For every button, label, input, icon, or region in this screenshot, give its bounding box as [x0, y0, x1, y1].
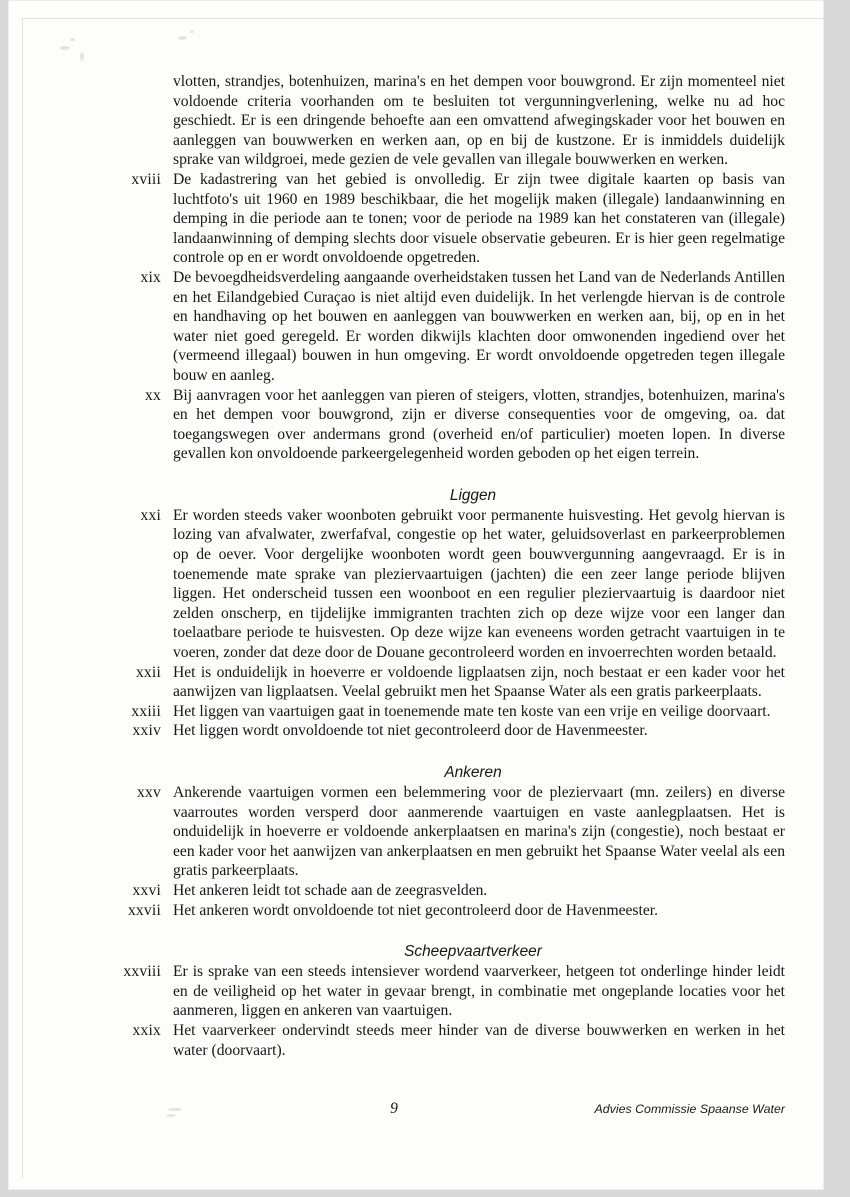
paragraph-text: Het is onduidelijk in hoeverre er voldoende ligplaatsen zijn, noch bestaat er een kader voor het aanwijzen van ligplaatsen. Veelal gebruikt men het Spaanse Water als een gratis parkeerplaats.	[173, 663, 785, 701]
spacer	[113, 464, 785, 486]
paragraph-numeral: xxiii	[131, 702, 161, 720]
paragraph-numeral: xxvii	[127, 901, 161, 919]
numbered-paragraph	[113, 72, 785, 170]
numbered-paragraph	[113, 506, 785, 663]
footer-credit: Advies Commissie Spaanse Water	[594, 1102, 785, 1116]
scan-speckle	[178, 36, 187, 40]
paragraph-text: Het liggen wordt onvoldoende tot niet gecontroleerd door de Havenmeester.	[173, 722, 648, 740]
paragraph-numeral: xxii	[135, 663, 161, 681]
numbered-paragraph	[113, 783, 785, 881]
section-heading: Scheepvaartverkeer	[404, 943, 542, 961]
paragraph-text: Het ankeren wordt onvoldoende tot niet gecontroleerd door de Havenmeester.	[173, 901, 658, 919]
scan-speckle	[60, 46, 70, 50]
spacer	[113, 920, 785, 942]
paragraph-text: Bij aanvragen voor het aanleggen van pieren of steigers, vlotten, strandjes, botenhuizen, marina's en het dempen voor bouwgrond, zijn er diverse consequenties voor de omgeving, oa. dat toegangswegen over andermans grond (overheid en/of particulier) moeten lopen. In diverse gevallen kon onvoldoende parkeergelegenheid worden geboden op het eigen terrein.	[173, 386, 785, 463]
paragraph-text: Er is sprake van een steeds intensiever wordend vaarverkeer, hetgeen tot onderlinge hinder leidt en de veiligheid op het water in gevaar brengt, in combinatie met ongeplande locaties voor het aanmeren, liggen en ankeren van vaartuigen.	[173, 963, 785, 1020]
paragraph-text: Het vaarverkeer ondervindt steeds meer hinder van de diverse bouwwerken en werken in het water (doorvaart).	[173, 1021, 785, 1059]
paragraph-text: De bevoegdheidsverdeling aangaande overheidstaken tussen het Land van de Nederlands Antillen en het Eilandgebied Curaçao is niet altijd even duidelijk. In het verlengde hiervan is de controle en handhaving op het bouwen en aanleggen van bouwwerken en werken aan, bij, op en in het water niet goed geregeld. Er worden dikwijls klachten door omwonenden ingediend over het (vermeend illegaal) bouwen in hun omgeving. Er wordt onvoldoende opgetreden tegen illegale bouw en aanleg.	[173, 268, 785, 384]
section-heading: Ankeren	[444, 764, 502, 781]
paragraph-text: Het liggen van vaartuigen gaat in toenemende mate ten koste van een vrije en veilige doorvaart.	[173, 702, 771, 720]
document-body	[113, 72, 785, 1060]
paragraph-text: De kadastrering van het gebied is onvolledig. Er zijn twee digitale kaarten op basis van luchtfoto's uit 1960 en 1989 beschikbaar, die het mogelijk maken (illegale) landaanwinning en demping in die periode aan te tonen; voor de periode na 1989 kan het constateren van (illegale) landaanwinning of demping slechts door visuele observatie gebeuren. Er is hier geen regelmatige controle op en er wordt onvoldoende opgetreden.	[173, 170, 785, 267]
numbered-paragraph	[113, 721, 785, 741]
numbered-paragraph	[113, 663, 785, 702]
scanned-page	[8, 0, 824, 1190]
paragraph-numeral: xxiv	[132, 722, 161, 740]
paragraph-text: Er worden steeds vaker woonboten gebruikt voor permanente huisvesting. Het gevolg hiervan is lozing van afvalwater, zwerfafval, congestie op het water, geluidsoverlast en parkeerproblemen op de oever. Voor dergelijke woonboten wordt geen bouwvergunning aangevraagd. Er is in toenemende mate sprake van pleziervaartuigen (jachten) die een zeer lange periode blijven liggen. Het onderscheid tussen een woonboot en een regulier pleziervaartuig is daardoor niet zelden onscherp, en tijdelijke immigranten trachten zich op deze wijze voor een langer dan toelaatbare periode te huisvesten. Op deze wijze kan eveneens worden getracht vaartuigen in te voeren, zonder dat deze door de Douane gecontroleerd worden en invoerrechten worden betaald.	[173, 506, 785, 662]
spacer	[113, 741, 785, 763]
page-number: 9	[390, 1100, 398, 1117]
paragraph-numeral: xxv	[137, 784, 161, 801]
paragraph-numeral: xxviii	[123, 963, 161, 981]
paragraph-text: Het ankeren leidt tot schade aan de zeegrasvelden.	[173, 881, 488, 899]
page-footer	[113, 1100, 785, 1122]
scan-speckle	[190, 30, 194, 33]
paragraph-numeral: xix	[140, 268, 161, 286]
numbered-paragraph	[113, 901, 785, 921]
scan-speckle	[70, 38, 75, 41]
scan-speckle	[80, 52, 84, 61]
paragraph-text: vlotten, strandjes, botenhuizen, marina's en het dempen voor bouwgrond. Er zijn momenteel niet voldoende criteria voorhanden om te besluiten tot vergunningverlening, welke nu ad hoc geschiedt. Er is een dringende behoefte aan een omvattend afwegingskader voor het bouwen en aanleggen van bouwwerken en werken aan, op en bij de kustzone. Er is inmiddels duidelijk sprake van wildgroei, mede gezien de vele gevallen van illegale bouwwerken en werken.	[173, 73, 785, 169]
paragraph-text: Ankerende vaartuigen vormen een belemmering voor de pleziervaart (mn. zeilers) en diverse vaarroutes worden versperd door aanmerende vaartuigen en vaste aanlegplaatsen. Het is onduidelijk in hoeverre er voldoende ankerplaatsen en marina's zijn (congestie), noch bestaat er een kader voor het aanwijzen van ankerplaatsen en men gebruikt het Spaanse Water veelal als een gratis parkeerplaats.	[173, 784, 785, 880]
numbered-paragraph	[113, 962, 785, 1021]
numbered-paragraph	[113, 1021, 785, 1060]
paragraph-numeral: xxvi	[132, 881, 161, 899]
page-edge-left	[22, 18, 23, 1178]
numbered-paragraph	[113, 268, 785, 386]
numbered-paragraph	[113, 702, 785, 722]
page-edge-top	[22, 18, 824, 19]
paragraph-numeral: xx	[145, 386, 161, 404]
numbered-paragraph	[113, 170, 785, 268]
paragraph-numeral: xxi	[140, 506, 161, 524]
paragraph-numeral: xviii	[131, 170, 161, 188]
paragraph-numeral: xxix	[132, 1021, 161, 1039]
numbered-paragraph	[113, 386, 785, 464]
section-heading: Liggen	[449, 486, 497, 504]
numbered-paragraph	[113, 881, 785, 901]
